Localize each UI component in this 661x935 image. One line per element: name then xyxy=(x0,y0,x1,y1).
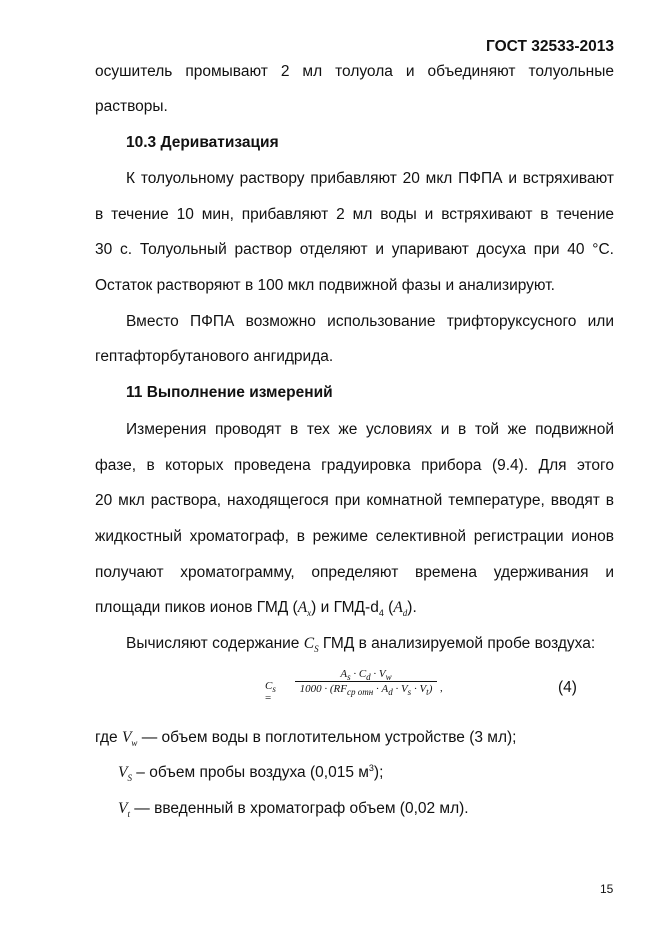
where-line: $V_t$ — введенный в хроматограф объем (0,02 мл). xyxy=(118,800,469,820)
document-header: ГОСТ 32533-2013 xyxy=(486,38,614,55)
formula-lhs: $C_s$ = xyxy=(265,680,276,704)
formula-number: (4) xyxy=(558,679,577,696)
text-line: в течение 10 мин, прибавляют 2 мл воды и встряхивают в течение xyxy=(95,206,614,223)
formula-comma: , xyxy=(440,682,443,694)
peak-areas-line: площади пиков ионов ГМД $(A_x)$ и ГМД-$d_4$ $(A_d)$. xyxy=(95,599,417,619)
page-number: 15 xyxy=(600,882,614,896)
compute-line: Вычисляют содержание $C_S$ ГМД в анализируемой пробе воздуха: xyxy=(126,635,596,655)
section-heading: 10.3 Дериватизация xyxy=(126,134,279,151)
formula-denominator: $1000 \cdot (RF_{ср отн} \cdot A_d \cdot V_s \cdot V_t)$ xyxy=(299,683,433,698)
text-line: 30 с. Толуольный раствор отделяют и упаривают досуха при 40 °С. xyxy=(95,241,614,258)
where-line: $V_S$ – объем пробы воздуха (0,015 $м^3$); xyxy=(118,762,384,784)
text-line: жидкостный хроматограф, в режиме селективной регистрации ионов xyxy=(95,528,614,545)
text-line: фазе, в которых проведена градуировка прибора (9.4). Для этого xyxy=(95,457,614,474)
text-line: получают хроматограмму, определяют времена удерживания и xyxy=(95,564,614,581)
section-heading: 11 Выполнение измерений xyxy=(126,384,333,401)
text-line: Остаток растворяют в 100 мкл подвижной фазы и анализируют. xyxy=(95,277,555,294)
text-line: К толуольному раствору прибавляют 20 мкл ПФПА и встряхивают xyxy=(126,170,614,187)
formula-numerator: $A_s \cdot C_d \cdot V_w$ xyxy=(340,668,392,683)
text-line: осушитель промывают 2 мл толуола и объединяют толуольные xyxy=(95,63,614,80)
text-line: гептафторбутанового ангидрида. xyxy=(95,348,334,365)
formula-fraction xyxy=(295,668,437,698)
text-line: Измерения проводят в тех же условиях и в той же подвижной xyxy=(126,421,614,438)
text-line: Вместо ПФПА возможно использование трифторуксусного или xyxy=(126,313,614,330)
text-line: 20 мкл раствора, находящегося при комнатной температуре, вводят в xyxy=(95,492,614,509)
text-line: растворы. xyxy=(95,98,168,115)
where-line: где $V_w$ — объем воды в поглотительном устройстве (3 мл); xyxy=(95,729,517,749)
